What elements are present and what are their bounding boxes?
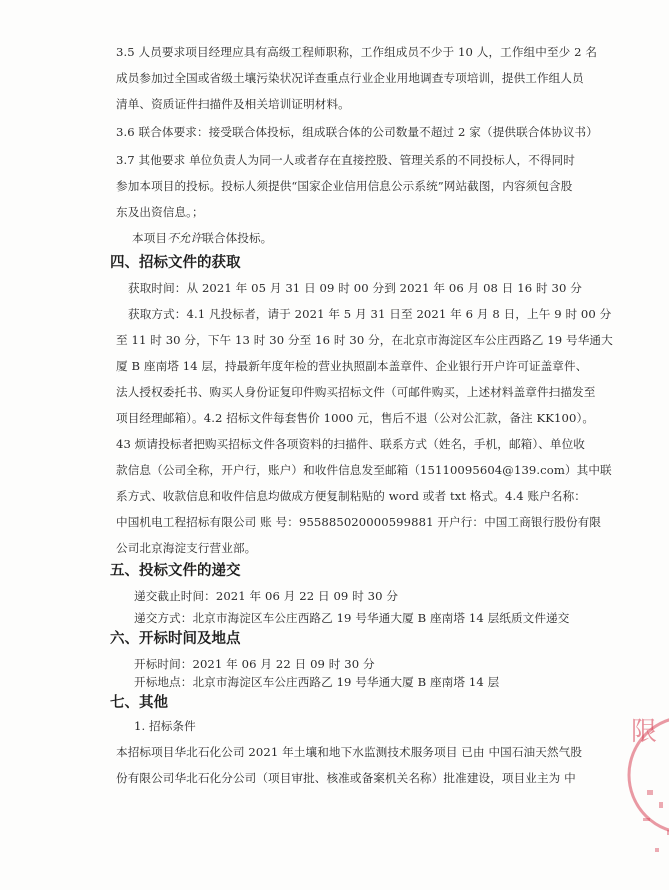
other-item-1: 1. 招标条件 xyxy=(134,719,196,733)
consortium-status: 不允许 xyxy=(167,231,203,245)
consortium-statement xyxy=(132,230,272,246)
consortium-suffix: 联合体投标。 xyxy=(202,231,273,245)
submission-method: 递交方式：北京市海淀区车公庄西路乙 19 号华通大厦 B 座南塔 14 层纸质文件递交 xyxy=(134,611,570,625)
acquire-method-line-5: 项目经理邮箱）。4.2 招标文件每套售价 1000 元，售后不退（公对公汇款，备注 KK100）。 xyxy=(116,411,595,425)
section-7-heading: 七、其他 xyxy=(110,695,168,711)
acquire-method-line-4: 法人授权委托书、购买人身份证复印件购买招标文件（可邮件购买，上述材料盖章件扫描发至 xyxy=(116,385,596,399)
tender-conditions-line-1: 本招标项目华北石化公司 2021 年土壤和地下水监测技术服务项目 已由 中国石油天然气股 xyxy=(116,745,583,759)
acquire-method-line-2: 至 11 时 30 分，下午 13 时 30 分至 16 时 30 分，在北京市海淀区车公庄西路乙 19 号华通大 xyxy=(116,333,613,347)
section-5-heading: 五、投标文件的递交 xyxy=(110,563,241,579)
req-3-6: 3.6 联合体要求：接受联合体投标，组成联合体的公司数量不超过 2 家（提供联合体协议书） xyxy=(116,125,598,139)
acquire-method-line-1: 获取方式：4.1 凡投标者，请于 2021 年 5 月 31 日至 2021 年 6 月 8 日，上午 9 时 00 分 xyxy=(128,307,612,321)
acquire-method-line-6: 43 烦请投标者把购买招标文件各项资料的扫描件、联系方式（姓名，手机，邮箱）、单位收 xyxy=(116,437,585,451)
submission-deadline: 递交截止时间：2021 年 06 月 22 日 09 时 30 分 xyxy=(134,589,399,603)
opening-place: 开标地点：北京市海淀区车公庄西路乙 19 号华通大厦 B 座南塔 14 层 xyxy=(134,675,500,689)
section-4-heading: 四、招标文件的获取 xyxy=(110,255,241,271)
acquire-time: 获取时间：从 2021 年 05 月 31 日 09 时 00 分到 2021 年 06 月 08 日 16 时 30 分 xyxy=(128,281,582,295)
acquire-method-line-3: 厦 B 座南塔 14 层，持最新年度年检的营业执照副本盖章件、企业银行开户许可证盖章件、 xyxy=(116,359,588,373)
req-3-5-line-1: 3.5 人员要求项目经理应具有高级工程师职称，工作组成员不少于 10 人，工作组中至少 2 名 xyxy=(116,45,598,59)
seal-text: 限 xyxy=(631,717,658,747)
req-3-5-line-3: 清单、资质证件扫描件及相关培训证明材料。 xyxy=(116,97,350,111)
section-6-heading: 六、开标时间及地点 xyxy=(110,631,241,647)
consortium-prefix: 本项目 xyxy=(132,231,168,245)
acquire-method-line-7: 款信息（公司全称，开户行，账户）和收件信息发至邮箱（15110095604@139.com）其中联 xyxy=(116,463,612,477)
acquire-method-line-10: 公司北京海淀支行营业部。 xyxy=(116,541,257,555)
acquire-method-line-8: 系方式、收款信息和收件信息均做成方便复制粘贴的 word 或者 txt 格式。4.4 账户名称： xyxy=(116,489,586,503)
tender-conditions-line-2: 份有限公司华北石化分公司（项目审批、核准或备案机关名称）批准建设，项目业主为 中 xyxy=(116,771,576,785)
req-3-7-line-3: 东及出资信息。； xyxy=(116,205,204,219)
req-3-7-line-2: 参加本项目的投标。投标人须提供“国家企业信用信息公示系统”网站截图，内容须包含股 xyxy=(116,179,573,193)
seal-stamp-icon xyxy=(617,680,669,880)
req-3-5-line-2: 成员参加过全国或省级土壤污染状况详查重点行业企业用地调查专项培训，提供工作组人员 xyxy=(116,71,584,85)
acquire-method-line-9: 中国机电工程招标有限公司 账 号：955885020000599881 开户行：中国工商银行股份有限 xyxy=(116,515,602,529)
req-3-7-line-1: 3.7 其他要求 单位负责人为同一人或者存在直接控股、管理关系的不同投标人，不得同时 xyxy=(116,153,575,167)
opening-time: 开标时间：2021 年 06 月 22 日 09 时 30 分 xyxy=(134,657,375,671)
